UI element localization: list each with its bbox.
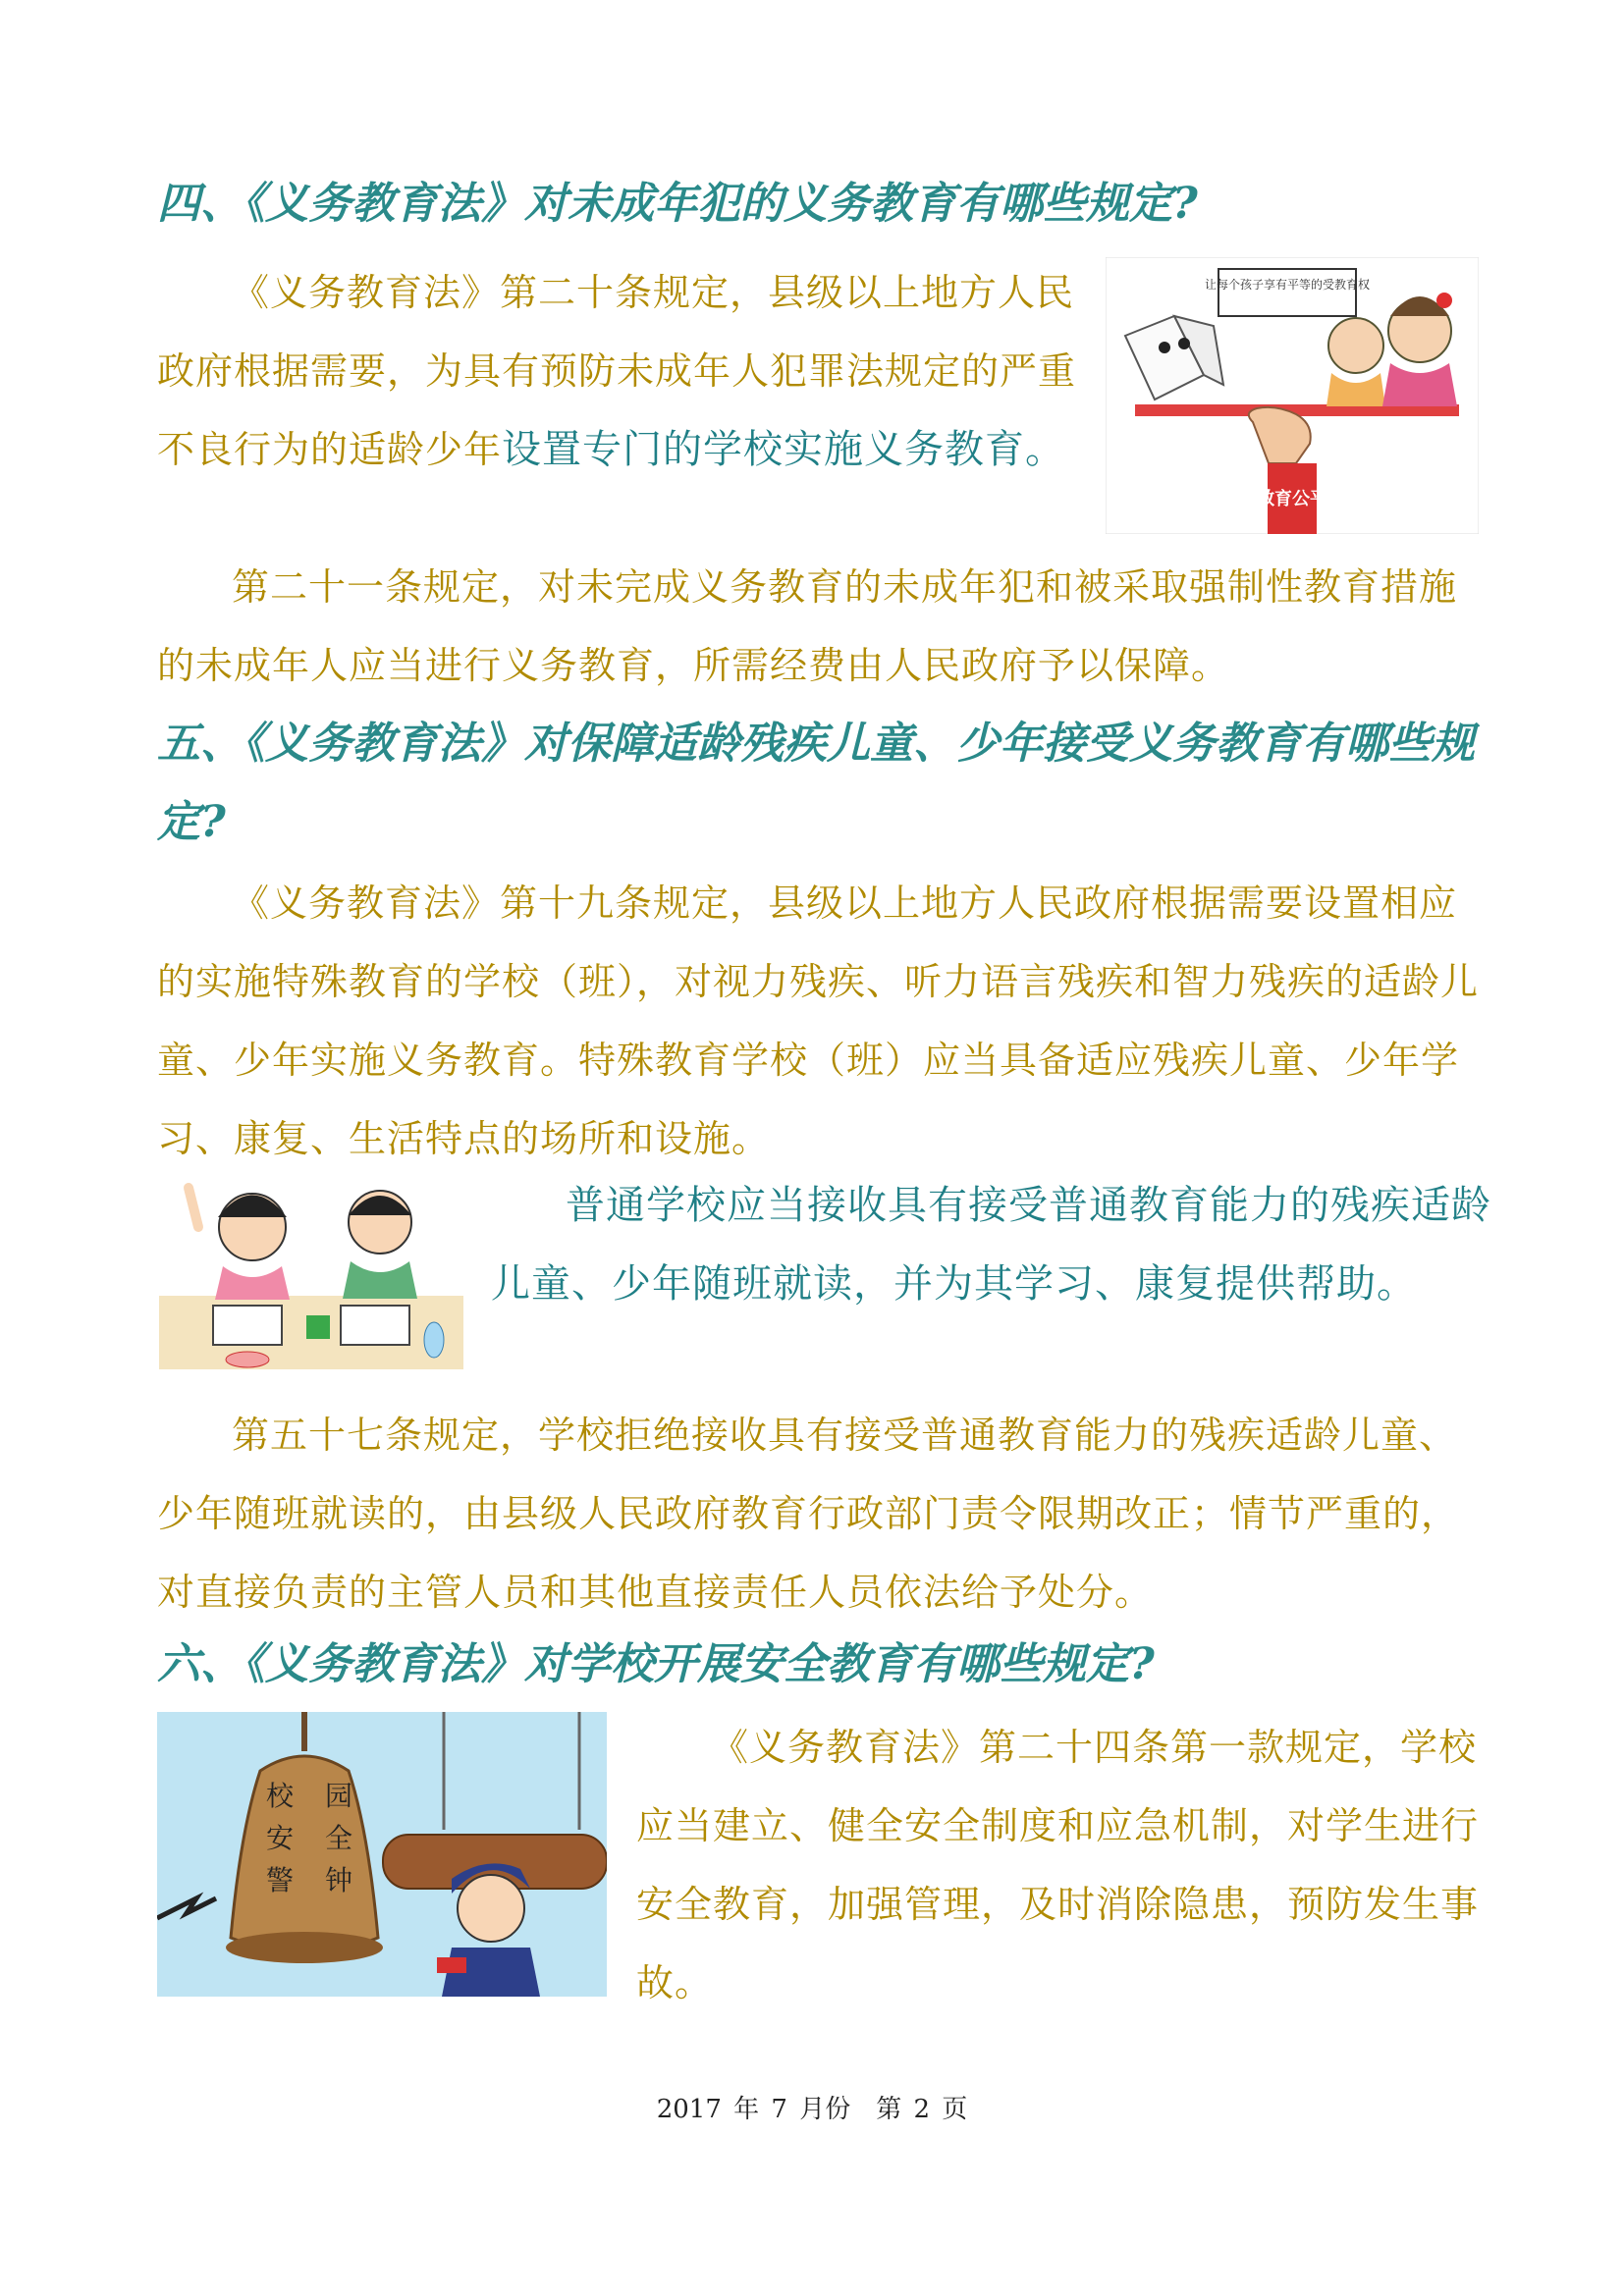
section-5-paragraph-3: 第五十七条规定，学校拒绝接收具有接受普通教育能力的残疾适龄儿童、少年随班就读的，由县级人民政府教育行政部门责令限期改正；情节严重的，对直接负责的主管人员和其他直接责任人员依法给予处分。 [157,1414,1460,1614]
bell-char-3: 安 [265,1822,295,1854]
section-4-paragraph-1-text: 《义务教育法》第二十条规定，县级以上地方人民政府根据需要，为具有预防未成年人犯罪法规定的严重不良行为的适龄少年 [157,271,1077,471]
section-5-heading: 五、《义务教育法》对保障适龄残疾儿童、少年接受义务教育有哪些规定? [157,719,1475,847]
section-4-paragraph-2: 第二十一条规定，对未完成义务教育的未成年犯和被采取强制性教育措施的未成年人应当进行义务教育，所需经费由人民政府予以保障。 [157,565,1458,687]
section-4-paragraph-1 [157,253,1090,489]
bell-char-1: 校 [265,1780,295,1812]
page-footer: 2017 年 7 月份 第 2 页 [656,2095,968,2124]
bell-char-5: 警 [265,1864,295,1896]
education-equality-illustration [1106,257,1479,534]
bell-char-2: 园 [324,1780,353,1812]
section-6-heading: 六、《义务教育法》对学校开展安全教育有哪些规定? [157,1639,1155,1689]
section-4-paragraph-1-highlight: 设置专门的学校实施义务教育。 [502,427,1066,472]
section-4-heading: 四、《义务教育法》对未成年犯的义务教育有哪些规定? [157,179,1198,229]
section-5-paragraph-2: 普通学校应当接收具有接受普通教育能力的残疾适龄儿童、少年随班就读，并为其学习、康复提供帮助。 [491,1183,1491,1307]
campus-safety-bell-illustration [157,1712,607,1997]
section-6-paragraph-1: 《义务教育法》第二十四条第一款规定，学校应当建立、健全安全制度和应急机制，对学生进行安全教育，加强管理，及时消除隐患，预防发生事故。 [636,1726,1480,2004]
sleeve-label: 教育公平 [1257,489,1327,509]
section-5-paragraph-1: 《义务教育法》第十九条规定，县级以上地方人民政府根据需要设置相应的实施特殊教育的学校（班），对视力残疾、听力语言残疾和智力残疾的适龄儿童、少年实施义务教育。特殊教育学校（班）应当具备适应残疾儿童、少年学习、康复、生活特点的场所和设施。 [157,881,1480,1160]
illustration-caption: 让每个孩子享有平等的受教育权 [1204,278,1371,292]
bell-char-4: 全 [324,1822,353,1854]
bell-char-6: 钟 [324,1864,353,1896]
children-reading-illustration [159,1168,463,1369]
